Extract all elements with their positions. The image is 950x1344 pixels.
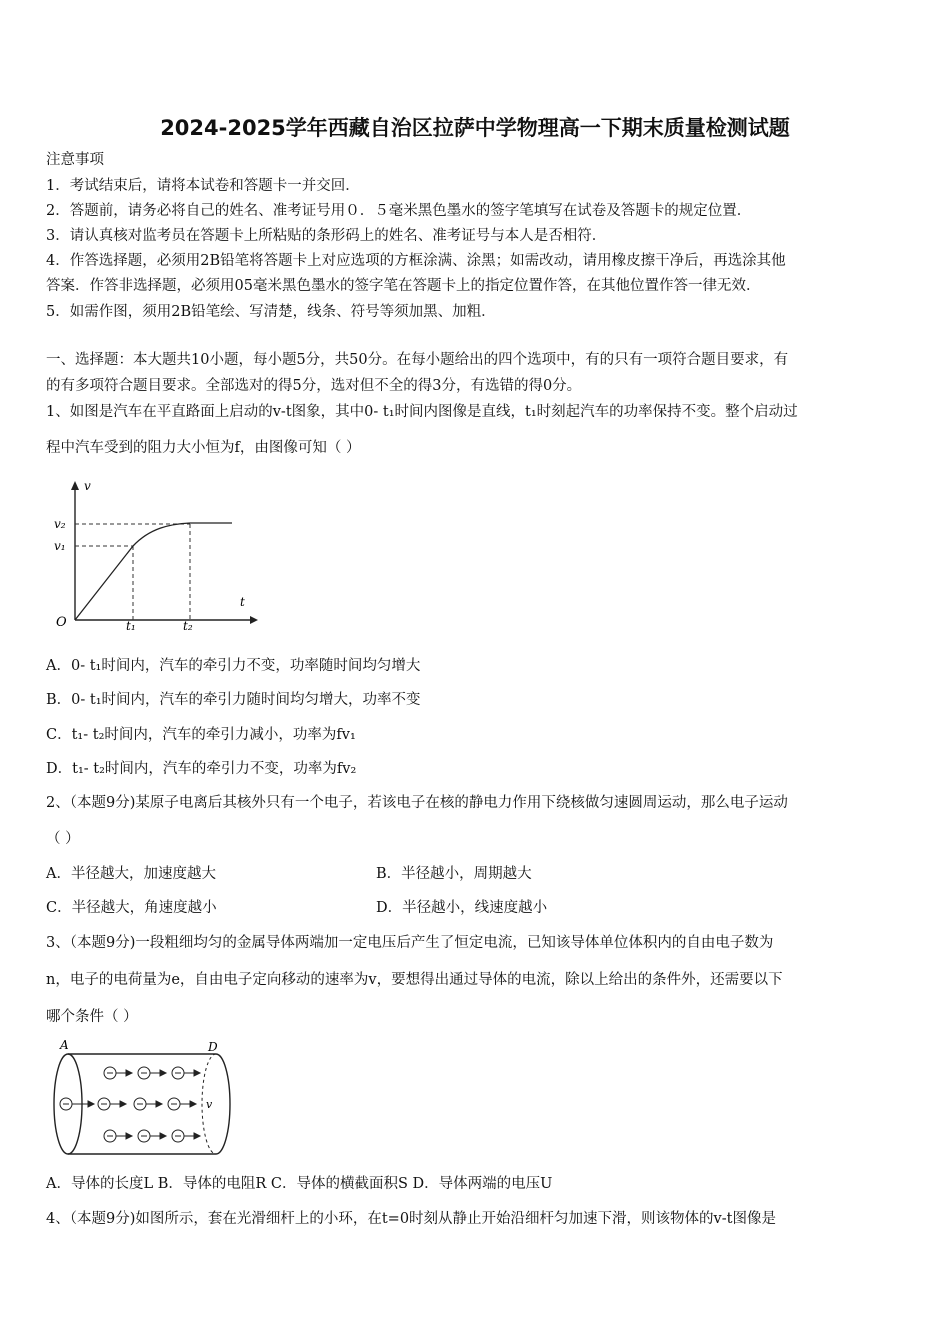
notice-item: 2．答题前，请务必将自己的姓名、准考证号用０．５毫米黑色墨水的签字笔填写在试卷及答题卡的规定位置． [46, 203, 752, 219]
question-2-option-d: D．半径越小，线速度越小 [376, 900, 548, 916]
question-1-option-a: A．0- t₁时间内，汽车的牵引力不变，功率随时间均匀增大 [46, 658, 421, 674]
question-2-stem: 2、（本题9分)某原子电离后其核外只有一个电子，若该电子在核的静电力作用下绕核做匀速圆周运动，那么电子运动 [46, 795, 788, 811]
notice-item: 3．请认真核对监考员在答题卡上所粘贴的条形码上的姓名、准考证号与本人是否相符． [46, 228, 607, 244]
figure-label-d: D [208, 1040, 218, 1054]
graph-t1-label: t₁ [126, 619, 136, 633]
graph-t2-label: t₂ [183, 619, 193, 633]
notice-item: 答案．作答非选择题，必须用05毫米黑色墨水的签字笔在答题卡上的指定位置作答，在其他位置作答一律无效． [46, 278, 761, 294]
notice-item: 4．作答选择题，必须用2B铅笔将答题卡上对应选项的方框涂满、涂黑；如需改动，请用橡皮擦干净后，再选涂其他 [46, 253, 786, 269]
section-instructions: 的有多项符合题目要求。全部选对的得5分，选对但不全的得3分，有选错的得0分。 [46, 378, 582, 394]
notice-heading: 注意事项 [46, 152, 104, 168]
notice-item: 1．考试结束后，请将本试卷和答题卡一并交回． [46, 178, 360, 194]
graph-origin-label: O [56, 615, 67, 630]
question-3-options: A．导体的长度L B．导体的电阻R C．导体的横截面积S D．导体两端的电压U [46, 1176, 553, 1192]
question-1-stem: 程中汽车受到的阻力大小恒为f，由图像可知（ ） [46, 440, 361, 456]
graph-v1-label: v₁ [54, 539, 66, 553]
notice-item: 5．如需作图，须用2B铅笔绘、写清楚，线条、符号等须加黑、加粗． [46, 304, 496, 320]
question-1-stem: 1、如图是汽车在平直路面上启动的v-t图象，其中0- t₁时间内图像是直线，t₁时刻起汽车的功率保持不变。整个启动过 [46, 404, 798, 420]
section-instructions: 一、选择题：本大题共10小题，每小题5分，共50分。在每小题给出的四个选项中，有的只有一项符合题目要求，有 [46, 352, 789, 368]
question-2-option-b: B．半径越小，周期越大 [376, 866, 532, 882]
question-4-stem: 4、（本题9分)如图所示，套在光滑细杆上的小环，在t=0时刻从静止开始沿细杆匀加速下滑，则该物体的v-t图像是 [46, 1211, 776, 1227]
figure-label-v: v [206, 1098, 213, 1111]
page-title: 2024-2025学年西藏自治区拉萨中学物理高一下期末质量检测试题 [160, 116, 790, 140]
vt-graph [50, 478, 260, 636]
question-3-stem: 哪个条件（ ） [46, 1009, 138, 1025]
question-1-option-d: D．t₁- t₂时间内，汽车的牵引力不变，功率为fv₂ [46, 761, 357, 777]
question-1-option-b: B．0- t₁时间内，汽车的牵引力随时间均匀增大，功率不变 [46, 692, 421, 708]
graph-axis-y-label: v [84, 479, 91, 493]
graph-axis-x-label: t [240, 595, 245, 609]
question-2-option-c: C．半径越大，角速度越小 [46, 900, 217, 916]
conductor-figure [48, 1036, 238, 1156]
figure-label-a: A [60, 1038, 69, 1052]
question-1-option-c: C．t₁- t₂时间内，汽车的牵引力减小，功率为fv₁ [46, 727, 356, 743]
graph-v2-label: v₂ [54, 517, 66, 531]
question-3-stem: 3、（本题9分)一段粗细均匀的金属导体两端加一定电压后产生了恒定电流，已知该导体单位体积内的自由电子数为 [46, 935, 774, 951]
question-2-stem: （ ） [46, 831, 80, 847]
question-2-option-a: A．半径越大，加速度越大 [46, 866, 216, 882]
question-3-stem: n，电子的电荷量为e，自由电子定向移动的速率为v，要想得出通过导体的电流，除以上给出的条件外，还需要以下 [46, 972, 783, 988]
